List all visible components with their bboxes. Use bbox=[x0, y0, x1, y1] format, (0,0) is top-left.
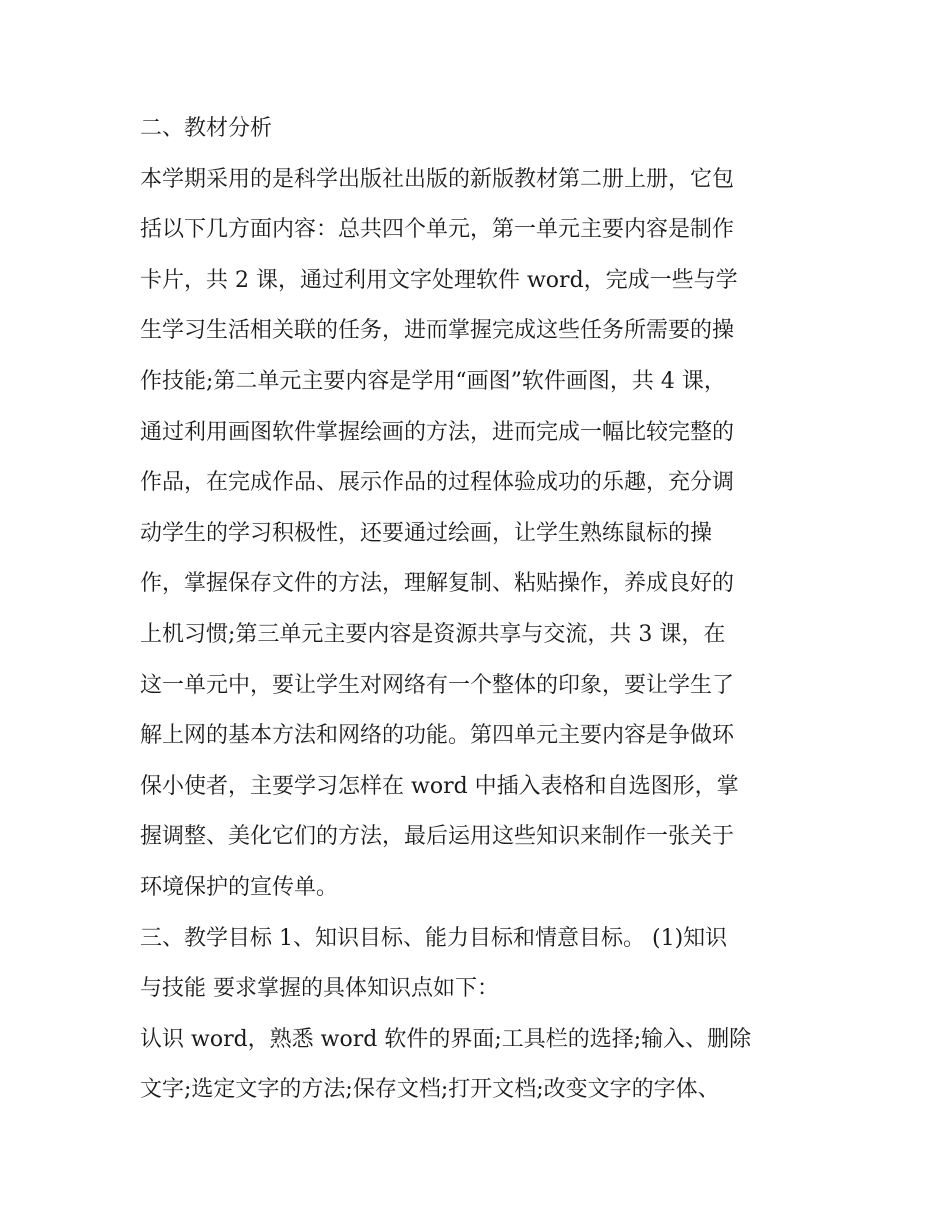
paragraph-line: 这一单元中，要让学生对网络有一个整体的印象，要让学生了 bbox=[140, 672, 735, 698]
paragraph-line: 通过利用画图软件掌握绘画的方法，进而完成一幅比较完整的 bbox=[140, 419, 735, 445]
paragraph-line: 作技能;第二单元主要内容是学用“画图”软件画图，共 4 课， bbox=[140, 368, 726, 394]
paragraph-line: 作，掌握保存文件的方法，理解复制、粘贴操作，养成良好的 bbox=[140, 571, 735, 597]
section-heading-objectives: 三、教学目标 1、知识目标、能力目标和情意目标。 (1)知识 bbox=[140, 925, 728, 951]
paragraph-line: 括以下几方面内容：总共四个单元，第一单元主要内容是制作 bbox=[140, 217, 735, 243]
paragraph-line: 作品，在完成作品、展示作品的过程体验成功的乐趣，充分调 bbox=[140, 470, 735, 496]
paragraph-line: 与技能 要求掌握的具体知识点如下： bbox=[140, 976, 499, 1002]
paragraph-line: 上机习惯;第三单元主要内容是资源共享与交流，共 3 课，在 bbox=[140, 621, 726, 647]
section-heading-materials: 二、教材分析 bbox=[140, 116, 273, 141]
paragraph-line: 动学生的学习积极性，还要通过绘画，让学生熟练鼠标的操 bbox=[140, 520, 713, 546]
paragraph-line: 握调整、美化它们的方法，最后运用这些知识来制作一张关于 bbox=[140, 824, 735, 850]
paragraph-line: 保小使者，主要学习怎样在 word 中插入表格和自选图形，掌 bbox=[140, 773, 739, 799]
paragraph-line: 解上网的基本方法和网络的功能。第四单元主要内容是争做环 bbox=[140, 723, 735, 749]
paragraph-line: 本学期采用的是科学出版社出版的新版教材第二册上册，它包 bbox=[140, 166, 735, 192]
paragraph-line: 生学习生活相关联的任务，进而掌握完成这些任务所需要的操 bbox=[140, 318, 735, 344]
document-body bbox=[140, 104, 820, 1116]
paragraph-line: 文字;选定文字的方法;保存文档;打开文档;改变文字的字体、 bbox=[140, 1077, 720, 1103]
paragraph-line: 卡片，共 2 课，通过利用文字处理软件 word，完成一些与学 bbox=[140, 267, 738, 293]
paragraph-line: 环境保护的宣传单。 bbox=[140, 874, 339, 900]
paragraph-line: 认识 word，熟悉 word 软件的界面;工具栏的选择;输入、删除 bbox=[140, 1026, 752, 1052]
